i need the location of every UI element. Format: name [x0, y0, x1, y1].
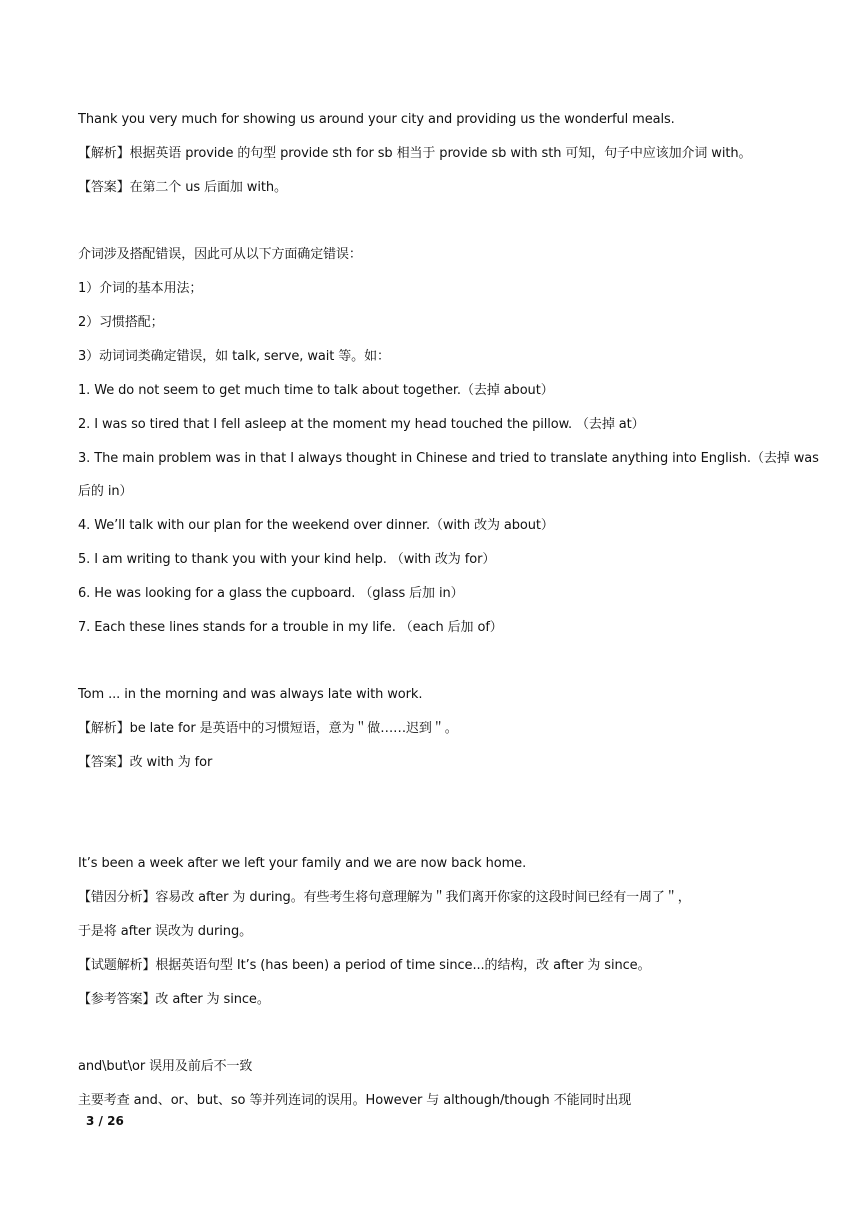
- text-line: 5. I am writing to thank you with your kind help. （with 改为 for）: [78, 552, 496, 567]
- text-line: 介词涉及搭配错误，因此可从以下方面确定错误：: [78, 247, 362, 262]
- text-line: Thank you very much for showing us around your city and providing us the wonderful meals.: [78, 112, 675, 127]
- text-line: 2. I was so tired that I fell asleep at the moment my head touched the pillow. （去掉 at）: [78, 417, 645, 432]
- text-line: 【答案】改 with 为 for: [78, 755, 213, 770]
- text-line: 后的 in）: [78, 484, 133, 499]
- text-line: 【解析】be late for 是英语中的习惯短语，意为＂做……迟到＂。: [78, 721, 458, 736]
- page-number: 3 / 26: [86, 1114, 124, 1128]
- text-line: 7. Each these lines stands for a trouble in my life. （each 后加 of）: [78, 620, 503, 635]
- text-line: 【答案】在第二个 us 后面加 with。: [78, 180, 287, 195]
- text-line: 4. We’ll talk with our plan for the weekend over dinner.（with 改为 about）: [78, 518, 554, 533]
- text-line: It’s been a week after we left your family and we are now back home.: [78, 856, 527, 871]
- text-line: 3. The main problem was in that I always thought in Chinese and tried to translate anything into English.（去掉 was: [78, 451, 819, 466]
- text-line: 【解析】根据英语 provide 的句型 provide sth for sb 相当于 provide sb with sth 可知，句子中应该加介词 with。: [78, 146, 752, 161]
- text-line: Tom ... in the morning and was always late with work.: [78, 687, 423, 702]
- text-line: 主要考查 and、or、but、so 等并列连词的误用。However 与 although/though 不能同时出现: [78, 1093, 632, 1108]
- text-line: 【错因分析】容易改 after 为 during。有些考生将句意理解为＂我们离开你家的这段时间已经有一周了＂，: [78, 890, 691, 905]
- text-line: 6. He was looking for a glass the cupboard. （glass 后加 in）: [78, 586, 464, 601]
- text-line: 1）介词的基本用法；: [78, 281, 203, 296]
- text-line: 于是将 after 误改为 during。: [78, 924, 252, 939]
- text-line: 1. We do not seem to get much time to talk about together.（去掉 about）: [78, 383, 554, 398]
- text-line: 【参考答案】改 after 为 since。: [78, 992, 270, 1007]
- text-line: 2）习惯搭配；: [78, 315, 164, 330]
- text-line: 【试题解析】根据英语句型 It’s (has been) a period of time since...的结构，改 after 为 since。: [78, 958, 651, 973]
- text-line: 3）动词词类确定错误，如 talk, serve, wait 等。如：: [78, 349, 390, 364]
- text-line: and\but\or 误用及前后不一致: [78, 1059, 253, 1074]
